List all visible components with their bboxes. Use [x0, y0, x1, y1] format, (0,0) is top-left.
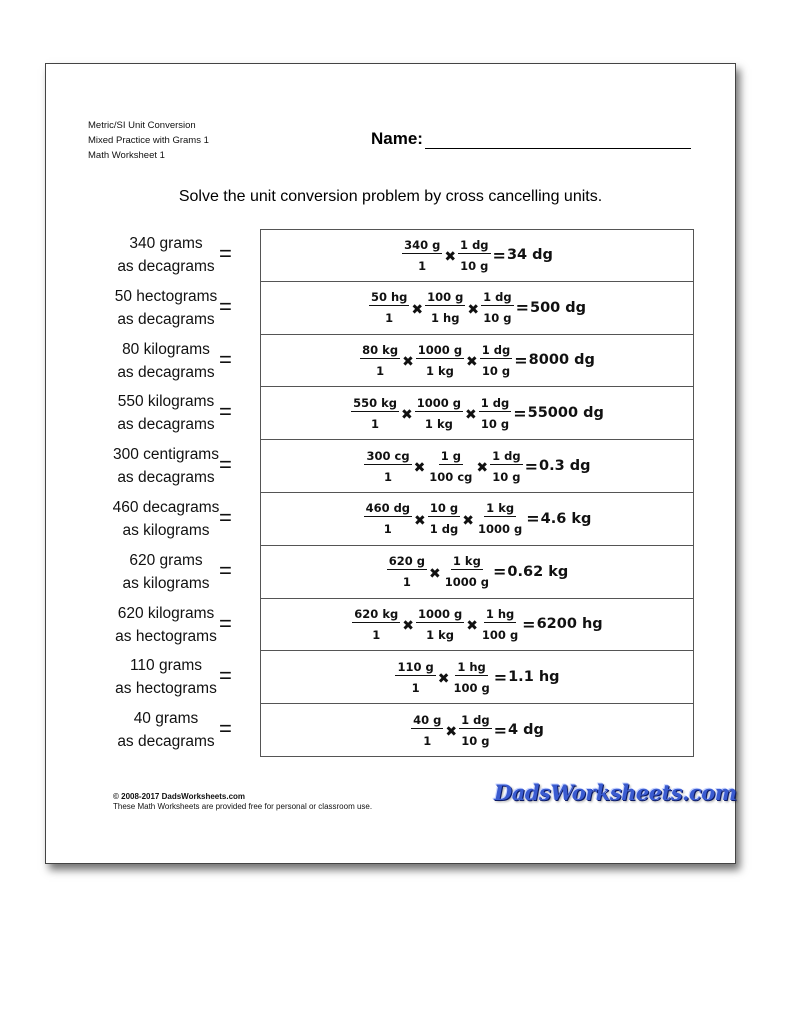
- conversion-fraction: [427, 449, 474, 484]
- fraction-unit: g: [449, 501, 459, 516]
- fraction-unit: g: [432, 237, 441, 252]
- question-equals-sign: =: [219, 663, 232, 689]
- fraction-value: 460: [365, 501, 390, 516]
- fraction-value: 1000: [417, 342, 450, 357]
- fraction-value: 100: [481, 627, 506, 642]
- fraction-value: 1: [376, 363, 385, 378]
- multiply-sign: ✖: [467, 301, 480, 318]
- conversion-fraction: [402, 238, 442, 273]
- fraction-denominator: [476, 521, 524, 536]
- fraction-numerator: [369, 290, 409, 306]
- fraction-value: 1: [460, 237, 469, 252]
- footer: [113, 792, 372, 812]
- fraction-value: 1000: [478, 522, 511, 537]
- footer-note: These Math Worksheets are provided free for personal or classroom use.: [113, 802, 373, 811]
- fraction-value: 100: [429, 469, 454, 484]
- fraction-value: 1: [429, 522, 438, 537]
- question-target-unit: as hectograms: [115, 680, 217, 698]
- fraction-numerator: [455, 660, 487, 676]
- multiply-sign: ✖: [462, 512, 474, 529]
- conversion-expression: [359, 343, 595, 378]
- problem-question: [101, 496, 231, 542]
- fraction-denominator: [382, 469, 394, 484]
- conversion-fraction: [352, 607, 400, 642]
- problem-question: [101, 285, 231, 331]
- answer-value: 0.3 dg: [539, 458, 591, 475]
- brand-logo: DadsWorksheets.com: [494, 780, 737, 805]
- question-quantity: 50 hectograms: [114, 287, 218, 305]
- fraction-value: 1: [423, 733, 432, 748]
- fraction-unit: g: [416, 554, 425, 569]
- fraction-unit: g: [452, 448, 461, 463]
- question-equals-sign: =: [219, 610, 232, 636]
- problem-question: [101, 338, 231, 384]
- answer-box: [260, 387, 694, 440]
- fraction-value: 1: [481, 342, 490, 357]
- fraction-unit: g: [500, 416, 510, 431]
- meta-line-topic: Metric/SI Unit Conversion: [88, 120, 196, 131]
- result-equals-sign: =: [493, 720, 507, 740]
- question-equals-sign: =: [219, 346, 232, 372]
- conversion-expression: [363, 501, 592, 536]
- fraction-unit: hg: [469, 659, 486, 674]
- fraction-value: 1: [492, 448, 501, 463]
- question-equals-sign: =: [219, 241, 232, 266]
- fraction-value: 300: [366, 448, 391, 463]
- fraction-value: 1: [483, 290, 492, 305]
- problem-question: [101, 654, 231, 700]
- fraction-value: 1: [371, 416, 380, 431]
- answer-value: 55000 dg: [527, 405, 604, 422]
- fraction-denominator: [421, 733, 433, 748]
- answer-value: 34 dg: [506, 247, 553, 264]
- question-target-unit: as decagrams: [117, 310, 215, 328]
- result-equals-sign: =: [522, 614, 536, 634]
- fraction-numerator: [411, 713, 443, 729]
- question-quantity: 620 kilograms: [117, 604, 215, 622]
- fraction-numerator: [351, 396, 399, 412]
- fraction-denominator: [383, 310, 395, 325]
- fraction-unit: kg: [436, 416, 453, 431]
- question-equals-sign: =: [219, 504, 232, 530]
- problem-row: [101, 387, 695, 440]
- fraction-unit: cg: [394, 448, 410, 463]
- fraction-unit: g: [455, 290, 464, 305]
- fraction-numerator: [416, 607, 464, 623]
- question-target-unit: as decagrams: [117, 258, 215, 275]
- conversion-expression: [410, 713, 544, 748]
- question-quantity: 550 kilograms: [117, 393, 215, 411]
- multiply-sign: ✖: [445, 724, 458, 741]
- answer-box: [260, 546, 694, 599]
- result-equals-sign: =: [515, 298, 529, 318]
- question-quantity: 620 grams: [129, 551, 203, 569]
- fraction-value: 10: [492, 469, 509, 484]
- fraction-value: 1000: [416, 395, 449, 410]
- fraction-value: 1: [431, 311, 440, 326]
- question-quantity: 110 grams: [129, 657, 203, 675]
- fraction-unit: g: [433, 712, 442, 727]
- fraction-denominator: [458, 258, 490, 273]
- answer-box: [260, 651, 694, 704]
- fraction-value: 100: [427, 290, 452, 305]
- problem-question: [101, 443, 231, 489]
- fraction-numerator: [481, 290, 513, 306]
- fraction-unit: hg: [497, 606, 515, 621]
- question-equals-sign: =: [219, 716, 232, 742]
- fraction-unit: dg: [393, 501, 411, 516]
- answer-value: 500 dg: [529, 299, 587, 316]
- fraction-value: 10: [481, 363, 498, 378]
- fraction-value: 1: [440, 448, 449, 463]
- conversion-fraction: [476, 501, 524, 536]
- fraction-denominator: [401, 574, 413, 589]
- question-quantity: 300 centigrams: [113, 446, 219, 464]
- conversion-fraction: [395, 660, 435, 695]
- multiply-sign: ✖: [466, 618, 478, 635]
- fraction-value: 10: [483, 311, 500, 326]
- fraction-value: 1: [486, 501, 495, 516]
- answer-value: 6200 hg: [536, 616, 603, 633]
- fraction-unit: kg: [382, 342, 399, 357]
- fraction-value: 1: [480, 395, 489, 410]
- problem-question: [101, 707, 231, 753]
- multiply-sign: ✖: [414, 512, 426, 529]
- multiply-sign: ✖: [476, 460, 489, 477]
- multiply-sign: ✖: [465, 407, 477, 424]
- fraction-unit: kg: [437, 363, 454, 378]
- multiply-sign: ✖: [401, 407, 413, 424]
- problem-row: [101, 704, 695, 757]
- fraction-unit: g: [514, 522, 523, 537]
- fraction-value: 1000: [417, 606, 450, 621]
- question-equals-sign: =: [219, 557, 232, 583]
- conversion-fraction: [490, 449, 522, 484]
- fraction-value: 1: [461, 712, 470, 727]
- problem-question: [101, 549, 231, 595]
- fraction-denominator: [370, 627, 382, 642]
- fraction-numerator: [360, 343, 400, 359]
- conversion-fraction: [364, 501, 412, 536]
- question-quantity: 340 grams: [129, 235, 203, 252]
- problem-row: [101, 440, 695, 493]
- answer-box: [260, 599, 694, 652]
- fraction-numerator: [395, 660, 435, 676]
- fraction-denominator: [490, 469, 522, 484]
- fraction-unit: dg: [441, 522, 459, 537]
- fraction-value: 1: [402, 575, 411, 590]
- fraction-denominator: [424, 627, 456, 642]
- answer-box: [260, 282, 694, 335]
- conversion-fraction: [364, 449, 411, 484]
- conversion-fraction: [480, 343, 512, 378]
- conversion-expression: [363, 449, 590, 484]
- answer-box: [260, 229, 694, 282]
- multiply-sign: ✖: [466, 354, 478, 371]
- fraction-value: 340: [404, 237, 429, 252]
- fraction-unit: g: [480, 258, 489, 273]
- fraction-denominator: [424, 363, 456, 378]
- fraction-value: 1: [372, 627, 381, 642]
- instructions: Solve the unit conversion problem by cross cancelling units.: [178, 188, 603, 205]
- multiply-sign: ✖: [402, 618, 414, 635]
- multiply-sign: ✖: [444, 249, 457, 266]
- result-equals-sign: =: [514, 350, 528, 370]
- fraction-denominator: [429, 310, 461, 325]
- fraction-unit: dg: [495, 290, 512, 305]
- result-equals-sign: =: [524, 456, 538, 476]
- multiply-sign: ✖: [437, 671, 450, 688]
- answer-box: [260, 440, 694, 493]
- fraction-unit: kg: [438, 627, 455, 642]
- fraction-numerator: [439, 449, 463, 465]
- multiply-sign: ✖: [402, 354, 414, 371]
- question-target-unit: as decagrams: [117, 733, 215, 751]
- conversion-fraction: [415, 396, 463, 431]
- answer-value: 4.6 kg: [540, 510, 592, 527]
- fraction-value: 50: [370, 290, 387, 305]
- fraction-denominator: [374, 363, 386, 378]
- fraction-denominator: [423, 416, 455, 431]
- fraction-value: 10: [460, 258, 477, 273]
- meta-line-subtitle: Mixed Practice with Grams 1: [88, 135, 209, 146]
- result-equals-sign: =: [526, 509, 540, 529]
- fraction-numerator: [402, 238, 442, 254]
- conversion-fraction: [411, 713, 443, 748]
- fraction-numerator: [480, 343, 512, 359]
- fraction-value: 1: [485, 606, 494, 621]
- fraction-value: 1: [383, 522, 392, 537]
- problem-row: [101, 282, 695, 335]
- fraction-value: 1: [426, 627, 435, 642]
- fraction-unit: g: [501, 363, 511, 378]
- fraction-unit: g: [452, 395, 461, 410]
- fraction-value: 1: [384, 469, 393, 484]
- conversion-expression: [401, 238, 553, 273]
- fraction-value: 620: [354, 606, 379, 621]
- fraction-numerator: [479, 396, 511, 412]
- fraction-unit: g: [453, 342, 463, 357]
- question-target-unit: as hectograms: [115, 627, 217, 645]
- fraction-value: 80: [362, 342, 379, 357]
- conversion-fraction: [416, 343, 464, 378]
- conversion-fraction: [428, 501, 460, 536]
- fraction-denominator: [416, 258, 428, 273]
- problem-row: [101, 651, 695, 704]
- question-quantity: 40 grams: [133, 710, 199, 728]
- conversion-fraction: [443, 554, 491, 589]
- fraction-unit: g: [425, 659, 434, 674]
- fraction-unit: g: [509, 627, 519, 642]
- fraction-unit: g: [503, 311, 512, 326]
- fraction-denominator: [481, 310, 513, 325]
- question-equals-sign: =: [219, 452, 232, 478]
- problem-row: [101, 229, 695, 282]
- problem-row: [101, 335, 695, 388]
- fraction-unit: cg: [457, 469, 473, 484]
- question-equals-sign: =: [219, 399, 232, 425]
- fraction-unit: dg: [504, 448, 521, 463]
- fraction-unit: hg: [390, 290, 408, 305]
- fraction-unit: dg: [492, 395, 510, 410]
- fraction-unit: kg: [382, 606, 399, 621]
- fraction-unit: g: [480, 575, 489, 590]
- fraction-value: 10: [461, 733, 478, 748]
- conversion-expression: [386, 554, 569, 589]
- fraction-denominator: [427, 469, 474, 484]
- problem-question: [101, 390, 231, 436]
- answer-box: [260, 704, 694, 757]
- worksheet-page: [45, 63, 736, 864]
- fraction-denominator: [480, 627, 520, 642]
- result-equals-sign: =: [513, 403, 527, 423]
- fraction-numerator: [459, 713, 491, 729]
- fraction-denominator: [382, 521, 394, 536]
- fraction-value: 1: [411, 680, 420, 695]
- question-quantity: 80 kilograms: [122, 340, 210, 358]
- fraction-value: 1: [424, 416, 433, 431]
- fraction-denominator: [451, 680, 491, 695]
- fraction-value: 100: [453, 680, 478, 695]
- fraction-value: 110: [397, 659, 422, 674]
- conversion-fraction: [481, 290, 513, 325]
- fraction-unit: dg: [473, 712, 490, 727]
- fraction-value: 40: [413, 712, 430, 727]
- fraction-unit: g: [512, 469, 521, 484]
- fraction-numerator: [387, 554, 427, 570]
- fraction-numerator: [415, 396, 463, 412]
- problem-row: [101, 546, 695, 599]
- fraction-value: 1: [457, 659, 466, 674]
- answer-box: [260, 335, 694, 388]
- conversion-fraction: [479, 396, 511, 431]
- fraction-value: 1000: [444, 575, 477, 590]
- conversion-expression: [368, 290, 586, 325]
- conversion-fraction: [351, 396, 399, 431]
- answer-value: 0.62 kg: [507, 563, 569, 580]
- fraction-unit: hg: [443, 311, 460, 326]
- question-target-unit: as kilograms: [122, 574, 210, 592]
- fraction-numerator: [416, 343, 464, 359]
- meta-line-worksheet: Math Worksheet 1: [88, 150, 165, 161]
- result-equals-sign: =: [493, 667, 508, 687]
- fraction-numerator: [364, 501, 412, 517]
- fraction-unit: g: [481, 733, 490, 748]
- conversion-expression: [351, 607, 602, 642]
- fraction-numerator: [484, 501, 516, 517]
- multiply-sign: ✖: [413, 460, 426, 477]
- result-equals-sign: =: [492, 245, 506, 265]
- conversion-fraction: [458, 238, 490, 273]
- fraction-denominator: [480, 363, 512, 378]
- fraction-value: 620: [388, 554, 413, 569]
- answer-value: 8000 dg: [528, 352, 595, 369]
- conversion-fraction: [387, 554, 427, 589]
- conversion-fraction: [425, 290, 465, 325]
- fraction-value: 1: [425, 363, 434, 378]
- fraction-value: 1: [452, 554, 461, 569]
- conversion-fraction: [451, 660, 491, 695]
- question-target-unit: as decagrams: [117, 416, 215, 434]
- fraction-numerator: [458, 238, 490, 254]
- fraction-unit: g: [453, 606, 463, 621]
- name-blank-line[interactable]: [425, 128, 691, 149]
- answer-value: 1.1 hg: [508, 669, 560, 686]
- name-label: Name:: [371, 129, 423, 148]
- fraction-denominator: [369, 416, 381, 431]
- problem-question: [101, 232, 231, 278]
- fraction-numerator: [484, 607, 516, 623]
- answer-value: 4 dg: [507, 722, 544, 739]
- fraction-numerator: [364, 449, 411, 465]
- fraction-value: 1: [385, 311, 394, 326]
- fraction-value: 10: [429, 501, 446, 516]
- problem-list: [101, 229, 695, 757]
- fraction-denominator: [443, 574, 491, 589]
- multiply-sign: ✖: [411, 301, 424, 318]
- fraction-unit: kg: [464, 554, 481, 569]
- result-equals-sign: =: [492, 562, 507, 582]
- fraction-numerator: [352, 607, 400, 623]
- problem-row: [101, 493, 695, 546]
- fraction-unit: kg: [381, 395, 398, 410]
- conversion-expression: [394, 660, 559, 695]
- conversion-fraction: [369, 290, 409, 325]
- fraction-numerator: [428, 501, 460, 517]
- fraction-denominator: [428, 521, 460, 536]
- fraction-numerator: [451, 554, 483, 570]
- fraction-value: 550: [353, 395, 378, 410]
- conversion-fraction: [360, 343, 400, 378]
- fraction-denominator: [459, 733, 491, 748]
- problem-row: [101, 599, 695, 652]
- fraction-numerator: [425, 290, 465, 306]
- problem-question: [101, 602, 231, 648]
- fraction-denominator: [479, 416, 511, 431]
- name-field: [371, 128, 691, 149]
- fraction-value: 1: [418, 258, 427, 273]
- fraction-unit: dg: [493, 342, 511, 357]
- footer-copyright: © 2008-2017 DadsWorksheets.com: [113, 792, 246, 801]
- question-quantity: 460 decagrams: [112, 498, 220, 516]
- fraction-denominator: [410, 680, 422, 695]
- conversion-fraction: [459, 713, 491, 748]
- fraction-unit: g: [481, 680, 490, 695]
- answer-box: [260, 493, 694, 546]
- conversion-expression: [350, 396, 604, 431]
- fraction-unit: kg: [498, 501, 515, 516]
- question-target-unit: as kilograms: [122, 521, 210, 539]
- question-target-unit: as decagrams: [117, 363, 215, 381]
- question-equals-sign: =: [219, 293, 232, 319]
- fraction-numerator: [490, 449, 522, 465]
- fraction-value: 10: [480, 416, 497, 431]
- conversion-fraction: [416, 607, 464, 642]
- fraction-unit: dg: [472, 237, 489, 252]
- question-target-unit: as decagrams: [117, 469, 215, 487]
- multiply-sign: ✖: [429, 565, 441, 582]
- worksheet-meta: [88, 118, 209, 163]
- conversion-fraction: [480, 607, 520, 642]
